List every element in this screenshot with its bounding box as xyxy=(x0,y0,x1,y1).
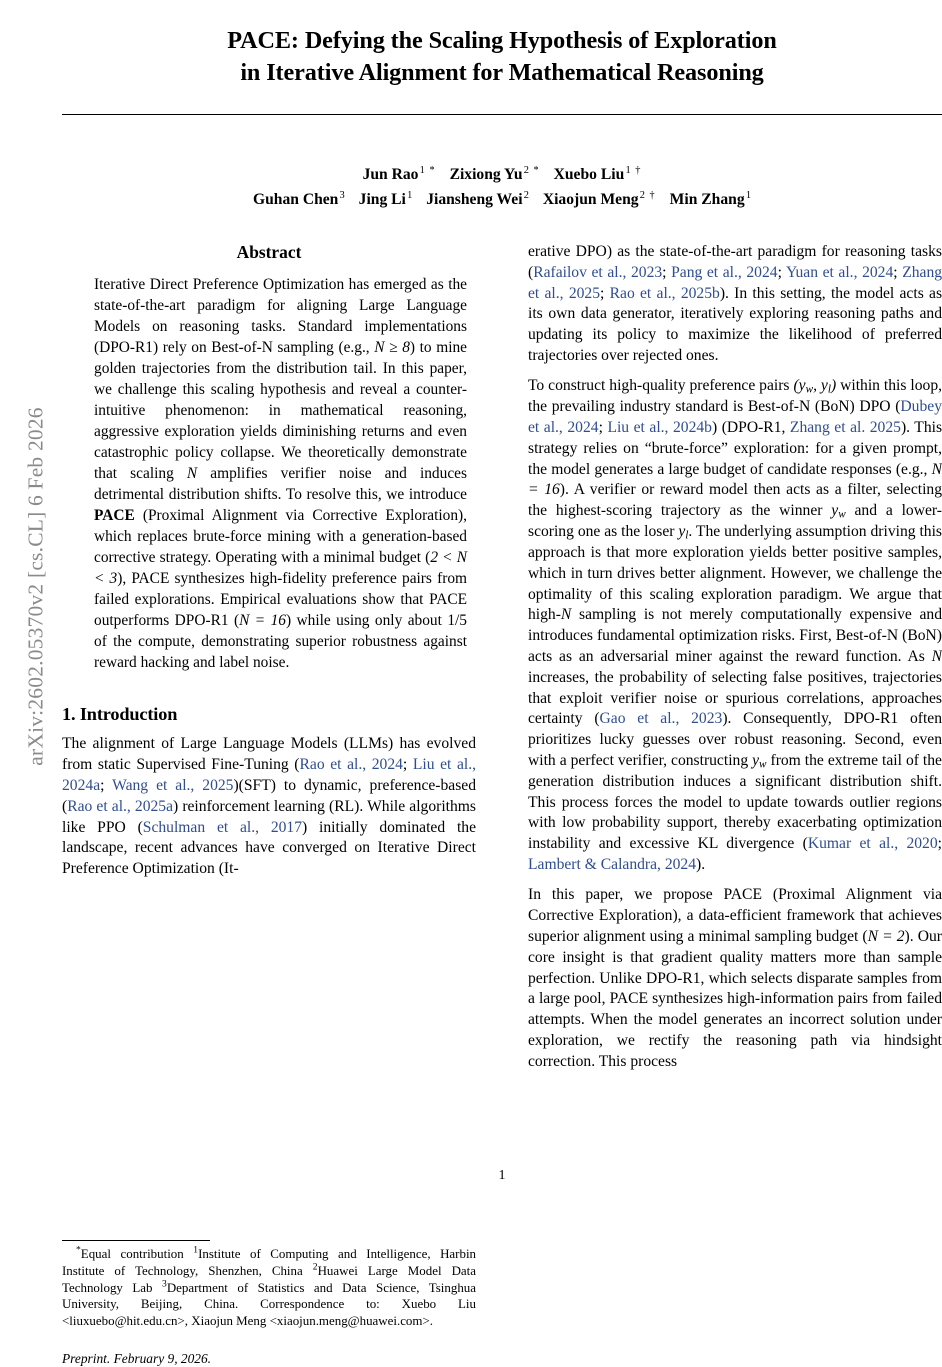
affiliation-mark-3: 3 xyxy=(162,1278,167,1290)
author-jiansheng-wei: Jiansheng Wei$^2$ xyxy=(426,190,529,209)
author-jing-li: Jing Li$^1$ xyxy=(358,190,413,209)
math-yw: $y_w$ xyxy=(752,752,767,771)
citation-link[interactable]: Rafailov et al., 2023 xyxy=(533,263,663,281)
right-column-body xyxy=(528,242,942,1073)
author-marks: 2 * xyxy=(523,164,540,176)
citation-link[interactable]: Lambert & Calandra, 2024 xyxy=(528,856,697,874)
abstract-pace-bold: PACE xyxy=(94,507,135,525)
right-paragraph-1: erative DPO) as the state-of-the-art paradigm for reasoning tasks (Rafailov et al., 2023; Pang et al., 2024; Yuan et al., 2024; Zhang et al., 2025; Rao et al., 2025b). In this setting, the model acts as its own data generator, iteratively exploring reasoning paths and updating its policy to maximize the likelihood of preferred trajectories over rejected ones. xyxy=(528,243,942,365)
math-n-eq-16: N = 16 xyxy=(239,612,286,630)
math-pair-yw-yl: ($y_w$, $y_l$) xyxy=(793,377,837,396)
paper-page xyxy=(62,0,942,1366)
math-budget: 2 < N < 3 xyxy=(94,549,467,588)
author-xiaojun-meng: Xiaojun Meng$^{2 \dagger}$ xyxy=(542,190,656,209)
title-divider xyxy=(62,114,942,115)
author-list xyxy=(62,162,942,213)
title-line-1: PACE: Defying the Scaling Hypothesis of Exploration xyxy=(227,27,777,54)
citation-link[interactable]: Dubey et al., 2024 xyxy=(528,398,942,436)
arxiv-stamp: arXiv:2602.05370v2 [cs.CL] 6 Feb 2026 xyxy=(23,407,48,766)
footnote-divider xyxy=(62,1240,210,1241)
left-column xyxy=(62,242,477,1366)
math-n: N xyxy=(560,606,572,624)
affiliation-mark-1: 1 xyxy=(193,1244,199,1256)
math-n: N xyxy=(186,465,198,483)
affiliation-mark-2: 2 xyxy=(312,1261,318,1273)
page-title xyxy=(107,25,897,89)
citation-link[interactable]: Rao et al., 2024 xyxy=(299,756,403,774)
math-n-ge-8: N ≥ 8 xyxy=(374,339,410,357)
citation-link[interactable]: Yuan et al., 2024 xyxy=(785,263,894,281)
citation-link[interactable]: Pang et al., 2024 xyxy=(671,263,778,281)
citation-link[interactable]: Wang et al., 2025 xyxy=(112,776,234,794)
citation-link[interactable]: Liu et al., 2024b xyxy=(607,419,712,436)
right-column xyxy=(528,242,942,1073)
right-paragraph-3: In this paper, we propose PACE (Proximal Alignment via Corrective Exploration), a data-efficient framework that achieves superior alignment using a minimal sampling budget (N = 2). Our core insight is that gradient quality matters more than sample perfection. Unlike DPO-R1, which selects disparate samples from a large pool, PACE synthesizes high-information pairs from failed attempts. When the model generates an incorrect solution under exploration, we rectify the reasoning path via hindsight correction. This process xyxy=(528,886,942,1070)
math-n-eq-2: N = 2 xyxy=(867,928,905,945)
math-n: N xyxy=(931,647,942,665)
citation-link[interactable]: Rao et al., 2025a xyxy=(67,797,174,815)
author-row-2 xyxy=(62,187,942,212)
citation-link[interactable]: Zhang et al. 2025 xyxy=(789,419,901,436)
page-number: 1 xyxy=(498,1168,506,1183)
footnote-block xyxy=(62,1240,476,1367)
title-line-2: in Iterative Alignment for Mathematical Reasoning xyxy=(240,58,764,86)
author-guhan-chen: Guhan Chen$^3$ xyxy=(252,190,345,209)
citation-link[interactable]: Kumar et al., 2020 xyxy=(807,835,938,853)
citation-link[interactable]: Zhang et al., 2025 xyxy=(528,263,942,302)
introduction-body xyxy=(62,734,476,880)
author-min-zhang: Min Zhang$^1$ xyxy=(669,190,752,209)
author-marks: 3 xyxy=(339,190,345,202)
author-jun-rao: Jun Rao$^{1 *}$ xyxy=(362,164,436,183)
author-marks: 1 * xyxy=(419,164,436,176)
citation-link[interactable]: Liu et al., 2024a xyxy=(62,756,477,794)
footnote-text: *Equal contribution $^1$Institute of Computing and Intelligence, Harbin Institute of Technology, Shenzhen, China $^2$Huawei Large Model Data Technology Lab $^3$Department of Statistics and Data Science, Tsinghua University, Beijing, China. Correspondence to: Xuebo Liu <liuxuebo@hit.edu.cn>, Xiaojun Meng <xiaojun.meng@huawei.com>. xyxy=(62,1244,477,1329)
title-block xyxy=(62,0,942,115)
citation-link[interactable]: Schulman et al., 2017 xyxy=(142,818,303,836)
preprint-notice: Preprint. February 9, 2026. xyxy=(62,1350,212,1366)
author-marks: 2 xyxy=(523,190,529,202)
author-marks: 2 † xyxy=(639,190,656,202)
citation-link[interactable]: Rao et al., 2025b xyxy=(609,284,720,302)
author-row-1 xyxy=(62,162,942,187)
math-yw: $y_w$ xyxy=(831,502,846,521)
author-marks: 1 xyxy=(407,190,413,202)
section-heading-introduction: 1. Introduction xyxy=(62,704,178,725)
footnote-star-mark: * xyxy=(76,1244,81,1256)
correspondence-text: Correspondence to: Xuebo Liu <liuxuebo@hit.edu.cn>, Xiaojun Meng <xiaojun.meng@huawei.com>. xyxy=(62,1296,476,1329)
math-one-fifth: 1/5 xyxy=(447,612,467,630)
body-columns xyxy=(62,242,942,1366)
abstract-body xyxy=(62,274,476,673)
affiliation-2: Huawei Large Model Data Technology Lab xyxy=(62,1262,477,1295)
math-yl: $y_l$ xyxy=(678,523,689,542)
abstract-heading: Abstract xyxy=(236,242,302,262)
intro-paragraph-1: The alignment of Large Language Models (LLMs) has evolved from static Supervised Fine-Tuning (Rao et al., 2024; Liu et al., 2024a; Wang et al., 2025)(SFT) to dynamic, preference-based (Rao et al., 2025a) reinforcement learning (RL). While algorithms like PPO (Schulman et al., 2017) initially dominated the landscape, recent advances have converged on Iterative Direct Preference Optimization (It- xyxy=(62,735,477,878)
affiliation-1: Institute of Computing and Intelligence, Harbin Institute of Technology, Shenzhen, China xyxy=(62,1246,477,1278)
author-zixiong-yu: Zixiong $Yu^{2 *}$ xyxy=(449,164,540,183)
author-marks: 1 † xyxy=(625,164,642,176)
abstract-paragraph: Iterative Direct Preference Optimization has emerged as the state-of-the-art paradigm for aligning Large Language Models on reasoning tasks. Standard implementations (DPO-R1) rely on Best-of-N sampling (e.g., N ≥ 8) to mine golden trajectories from the distribution tail. In this paper, we challenge this scaling hypothesis and reveal a counter-intuitive phenomenon: in mathematical reasoning, aggressive exploration yields diminishing returns and even catastrophic policy collapse. We theoretically demonstrate that scaling N amplifies verifier noise and induces detrimental distribution shifts. To resolve this, we introduce PACE (Proximal Alignment via Corrective Exploration), which replaces brute-force mining with a generation-based corrective strategy. Operating with a minimal budget (2 < N < 3), PACE synthesizes high-fidelity preference pairs from failed explorations. Empirical evaluations show that PACE outperforms DPO-R1 (N = 16) while using only about 1/5 of the compute, demonstrating superior robustness against reward hacking and label noise. xyxy=(94,276,468,672)
author-xuebo-liu: Xuebo Liu$^{1 \dagger}$ xyxy=(553,164,642,183)
author-marks: 1 xyxy=(745,190,752,202)
affiliation-3: Department of Statistics and Data Science, Tsinghua University, Beijing, China. xyxy=(62,1279,476,1312)
math-n-eq-16: N = 16 xyxy=(528,460,942,499)
citation-link[interactable]: Gao et al., 2023 xyxy=(599,710,723,728)
right-paragraph-2: To construct high-quality preference pairs ($y_w$, $y_l$) within this loop, the prevailing industry standard is Best-of-N (BoN) DPO (Dubey et al., 2024; Liu et al., 2024b) (DPO-R1, Zhang et al. 2025). This strategy relies on “brute-force” exploration: for a given prompt, the model generates a large budget of candidate responses (e.g., N = 16). A verifier or reward model then acts as a filter, selecting the highest-scoring trajectory as the winner $y_w$ and a lower-scoring one as the loser $y_l$. The underlying assumption driving this approach is that more exploration yields better positive samples, which in turn drives better alignment. However, we challenge the optimality of this scaling exploration paradigm. We argue that high-N sampling is not merely computationally expensive and introduces fundamental optimization risks. First, Best-of-N (BoN) acts as an adversarial miner against the reward function. As N increases, the probability of selecting false positives, trajectories that exploit verifier noise or spurious correlations, approaches certainty (Gao et al., 2023). Consequently, DPO-R1 often prioritizes lucky guesses over robust reasoning. Second, even with a perfect verifier, constructing $y_w$ from the extreme tail of the generation distribution induces a significant distribution shift. This process forces the model to update towards outlier regions with low probability support, thereby exacerbating optimization instability and excessive KL divergence (Kumar et al., 2020; Lambert & Calandra, 2024). xyxy=(528,377,942,874)
